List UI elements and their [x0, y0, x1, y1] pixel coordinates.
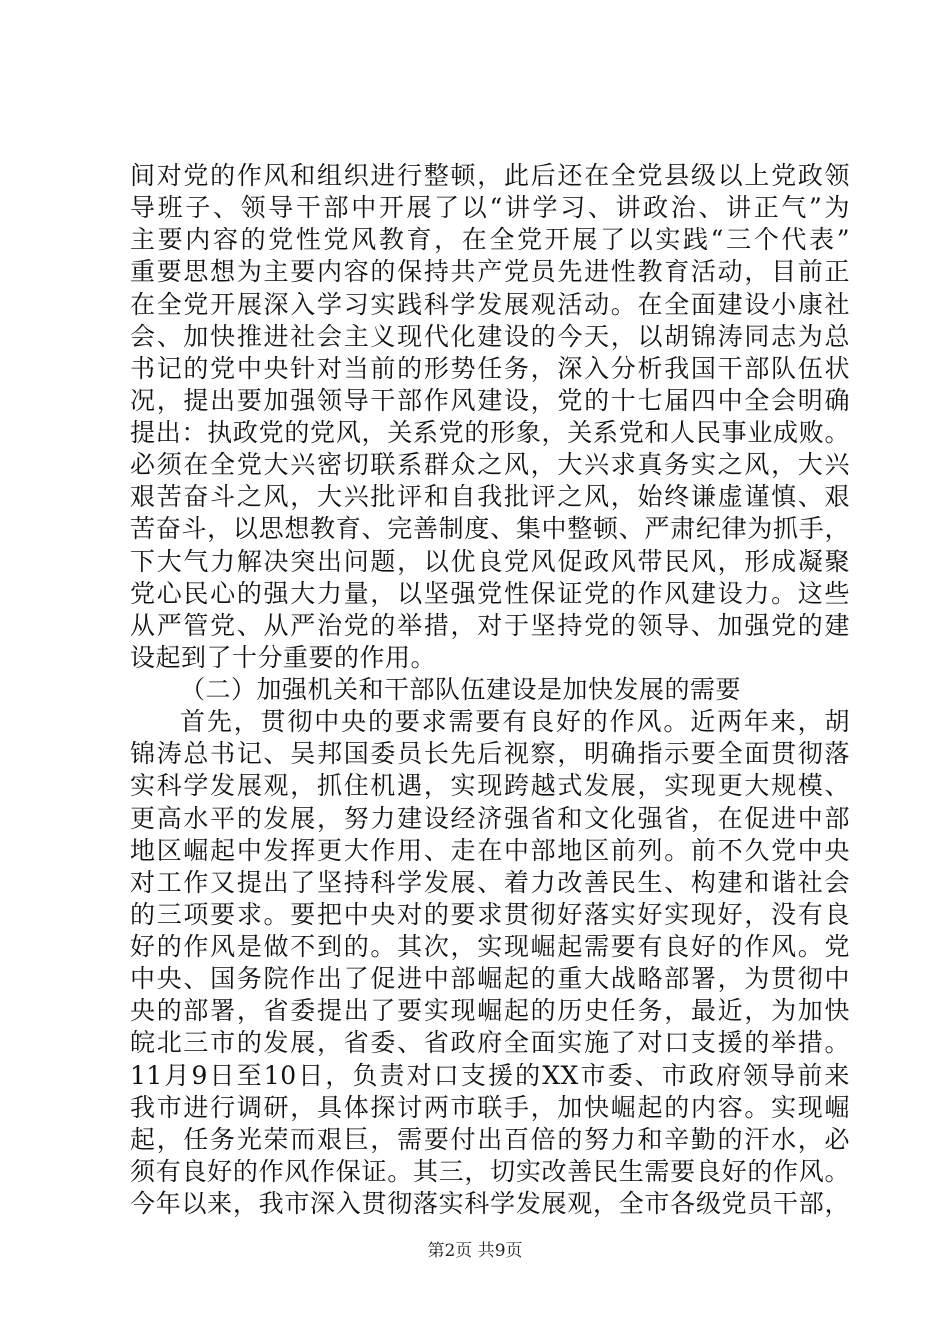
text-line: 起，任务光荣而艰巨，需要付出百倍的努力和辛勤的汗水，必 — [130, 1125, 850, 1154]
text-line: 主要内容的党性党风教育，在全党开展了以实践“三个代表” — [130, 225, 850, 254]
text-line: 央的部署，省委提出了要实现崛起的历史任务，最近，为加快 — [130, 996, 850, 1025]
text-line: 今年以来，我市深入贯彻落实科学发展观，全市各级党员干部， — [130, 1189, 850, 1218]
text-line: 必须在全党大兴密切联系群众之风，大兴求真务实之风，大兴 — [130, 450, 850, 479]
text-line: 下大气力解决突出问题，以优良党风促政风带民风，形成凝聚 — [130, 547, 850, 576]
text-line: 更高水平的发展，努力建设经济强省和文化强省，在促进中部 — [130, 804, 850, 833]
section-heading: （二）加强机关和干部队伍建设是加快发展的需要 — [180, 675, 742, 704]
text-line: 导班子、领导干部中开展了以“讲学习、讲政治、讲正气”为 — [130, 193, 850, 222]
text-line: 艰苦奋斗之风，大兴批评和自我批评之风，始终谦虚谨慎、艰 — [130, 482, 850, 511]
text-line: 我市进行调研，具体探讨两市联手，加快崛起的内容。实现崛 — [130, 1093, 850, 1122]
page-footer: 第2页 共9页 — [427, 1241, 523, 1261]
text-line: 在全党开展深入学习实践科学发展观活动。在全面建设小康社 — [130, 290, 850, 319]
text-line: 中央、国务院作出了促进中部崛起的重大战略部署，为贯彻中 — [130, 964, 850, 993]
text-line: 提出：执政党的党风，关系党的形象，关系党和人民事业成败。 — [130, 418, 850, 447]
text-line: 对工作又提出了坚持科学发展、着力改善民生、构建和谐社会 — [130, 868, 850, 897]
text-line: 设起到了十分重要的作用。 — [130, 643, 437, 672]
text-line: 重要思想为主要内容的保持共产党员先进性教育活动，目前正 — [130, 257, 850, 286]
text-line: 地区崛起中发挥更大作用、走在中部地区前列。前不久党中央 — [130, 836, 850, 865]
text-line: 11月9日至10日，负责对口支援的XX市委、市政府领导前来 — [130, 1061, 850, 1090]
text-line: 实科学发展观，抓住机遇，实现跨越式发展，实现更大规模、 — [130, 771, 850, 800]
text-line: 会、加快推进社会主义现代化建设的今天，以胡锦涛同志为总 — [130, 322, 850, 351]
text-line: 间对党的作风和组织进行整顿，此后还在全党县级以上党政领 — [130, 161, 850, 190]
text-line: 锦涛总书记、吴邦国委员长先后视察，明确指示要全面贯彻落 — [130, 739, 850, 768]
text-line: 的三项要求。要把中央对的要求贯彻好落实好实现好，没有良 — [130, 900, 850, 929]
text-line: 书记的党中央针对当前的形势任务，深入分析我国干部队伍状 — [130, 354, 850, 383]
text-line: 皖北三市的发展，省委、省政府全面实施了对口支援的举措。 — [130, 1028, 850, 1057]
text-line: 况，提出要加强领导干部作风建设，党的十七届四中全会明确 — [130, 386, 850, 415]
text-line: 党心民心的强大力量，以坚强党性保证党的作风建设力。这些 — [130, 579, 850, 608]
text-line: 须有良好的作风作保证。其三，切实改善民生需要良好的作风。 — [130, 1157, 850, 1186]
text-line: 首先，贯彻中央的要求需要有良好的作风。近两年来，胡 — [180, 707, 850, 736]
text-line: 苦奋斗，以思想教育、完善制度、集中整顿、严肃纪律为抓手， — [130, 514, 850, 543]
text-line: 从严管党、从严治党的举措，对于坚持党的领导、加强党的建 — [130, 611, 850, 640]
text-line: 好的作风是做不到的。其次，实现崛起需要有良好的作风。党 — [130, 932, 850, 961]
